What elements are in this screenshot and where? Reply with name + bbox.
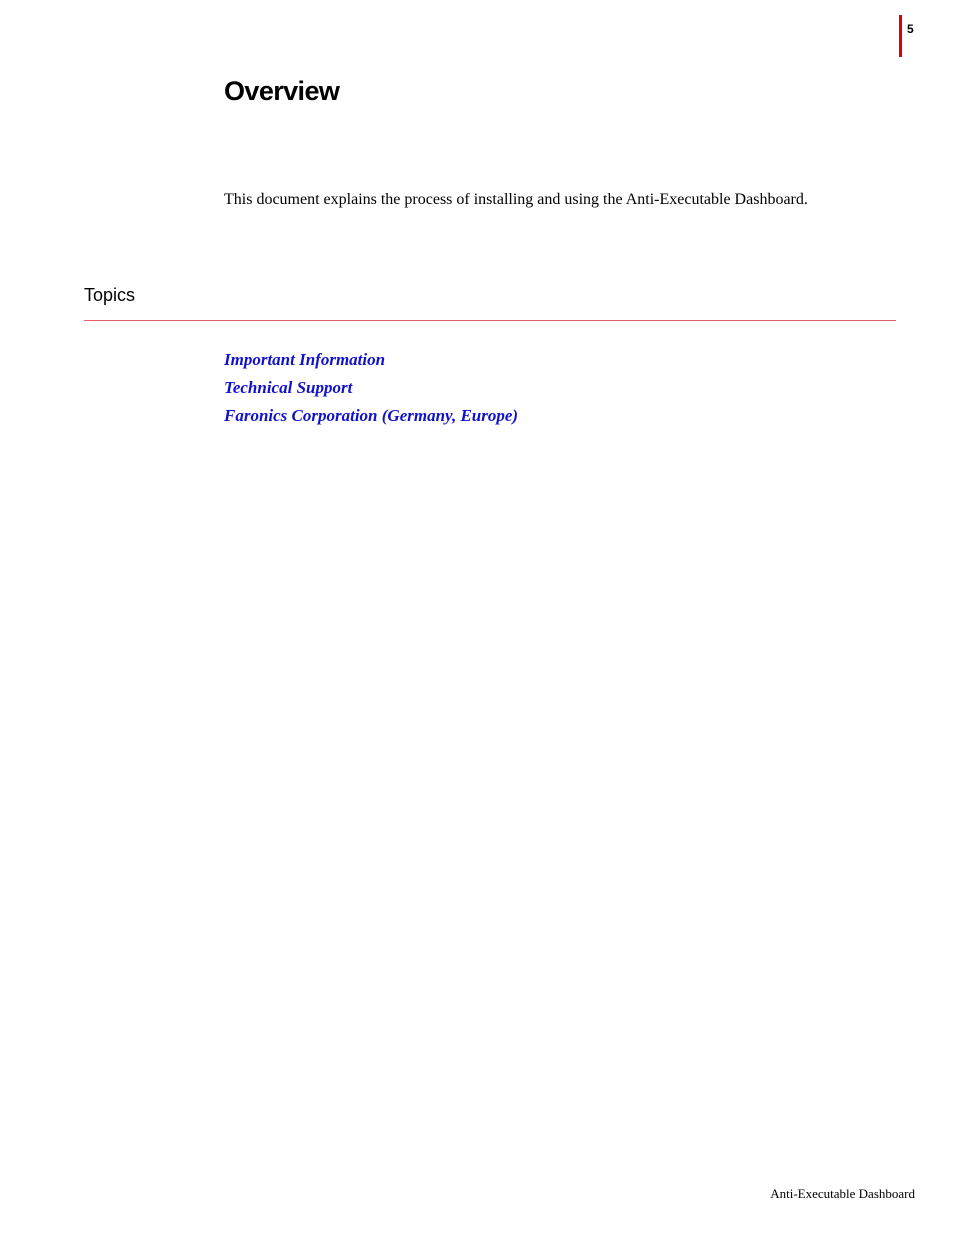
topic-list-item xyxy=(224,377,518,405)
topic-list-item xyxy=(224,349,518,377)
topic-list-item xyxy=(224,405,518,433)
faronics-corporation-germany-europe-link[interactable]: Faronics Corporation (Germany, Europe) xyxy=(224,406,519,425)
page-number: 5 xyxy=(907,22,914,36)
important-information-link[interactable]: Important Information xyxy=(224,350,386,369)
page-marker-bar xyxy=(899,15,902,57)
topics-heading: Topics xyxy=(84,285,136,305)
page-title: Overview xyxy=(224,76,340,106)
topic-link-list xyxy=(224,349,518,433)
footer-document-title: Anti-Executable Dashboard xyxy=(770,1186,915,1201)
technical-support-link[interactable]: Technical Support xyxy=(224,378,353,397)
intro-paragraph: This document explains the process of installing and using the Anti-Executable Dashboard. xyxy=(224,191,808,208)
topics-divider xyxy=(84,320,896,321)
